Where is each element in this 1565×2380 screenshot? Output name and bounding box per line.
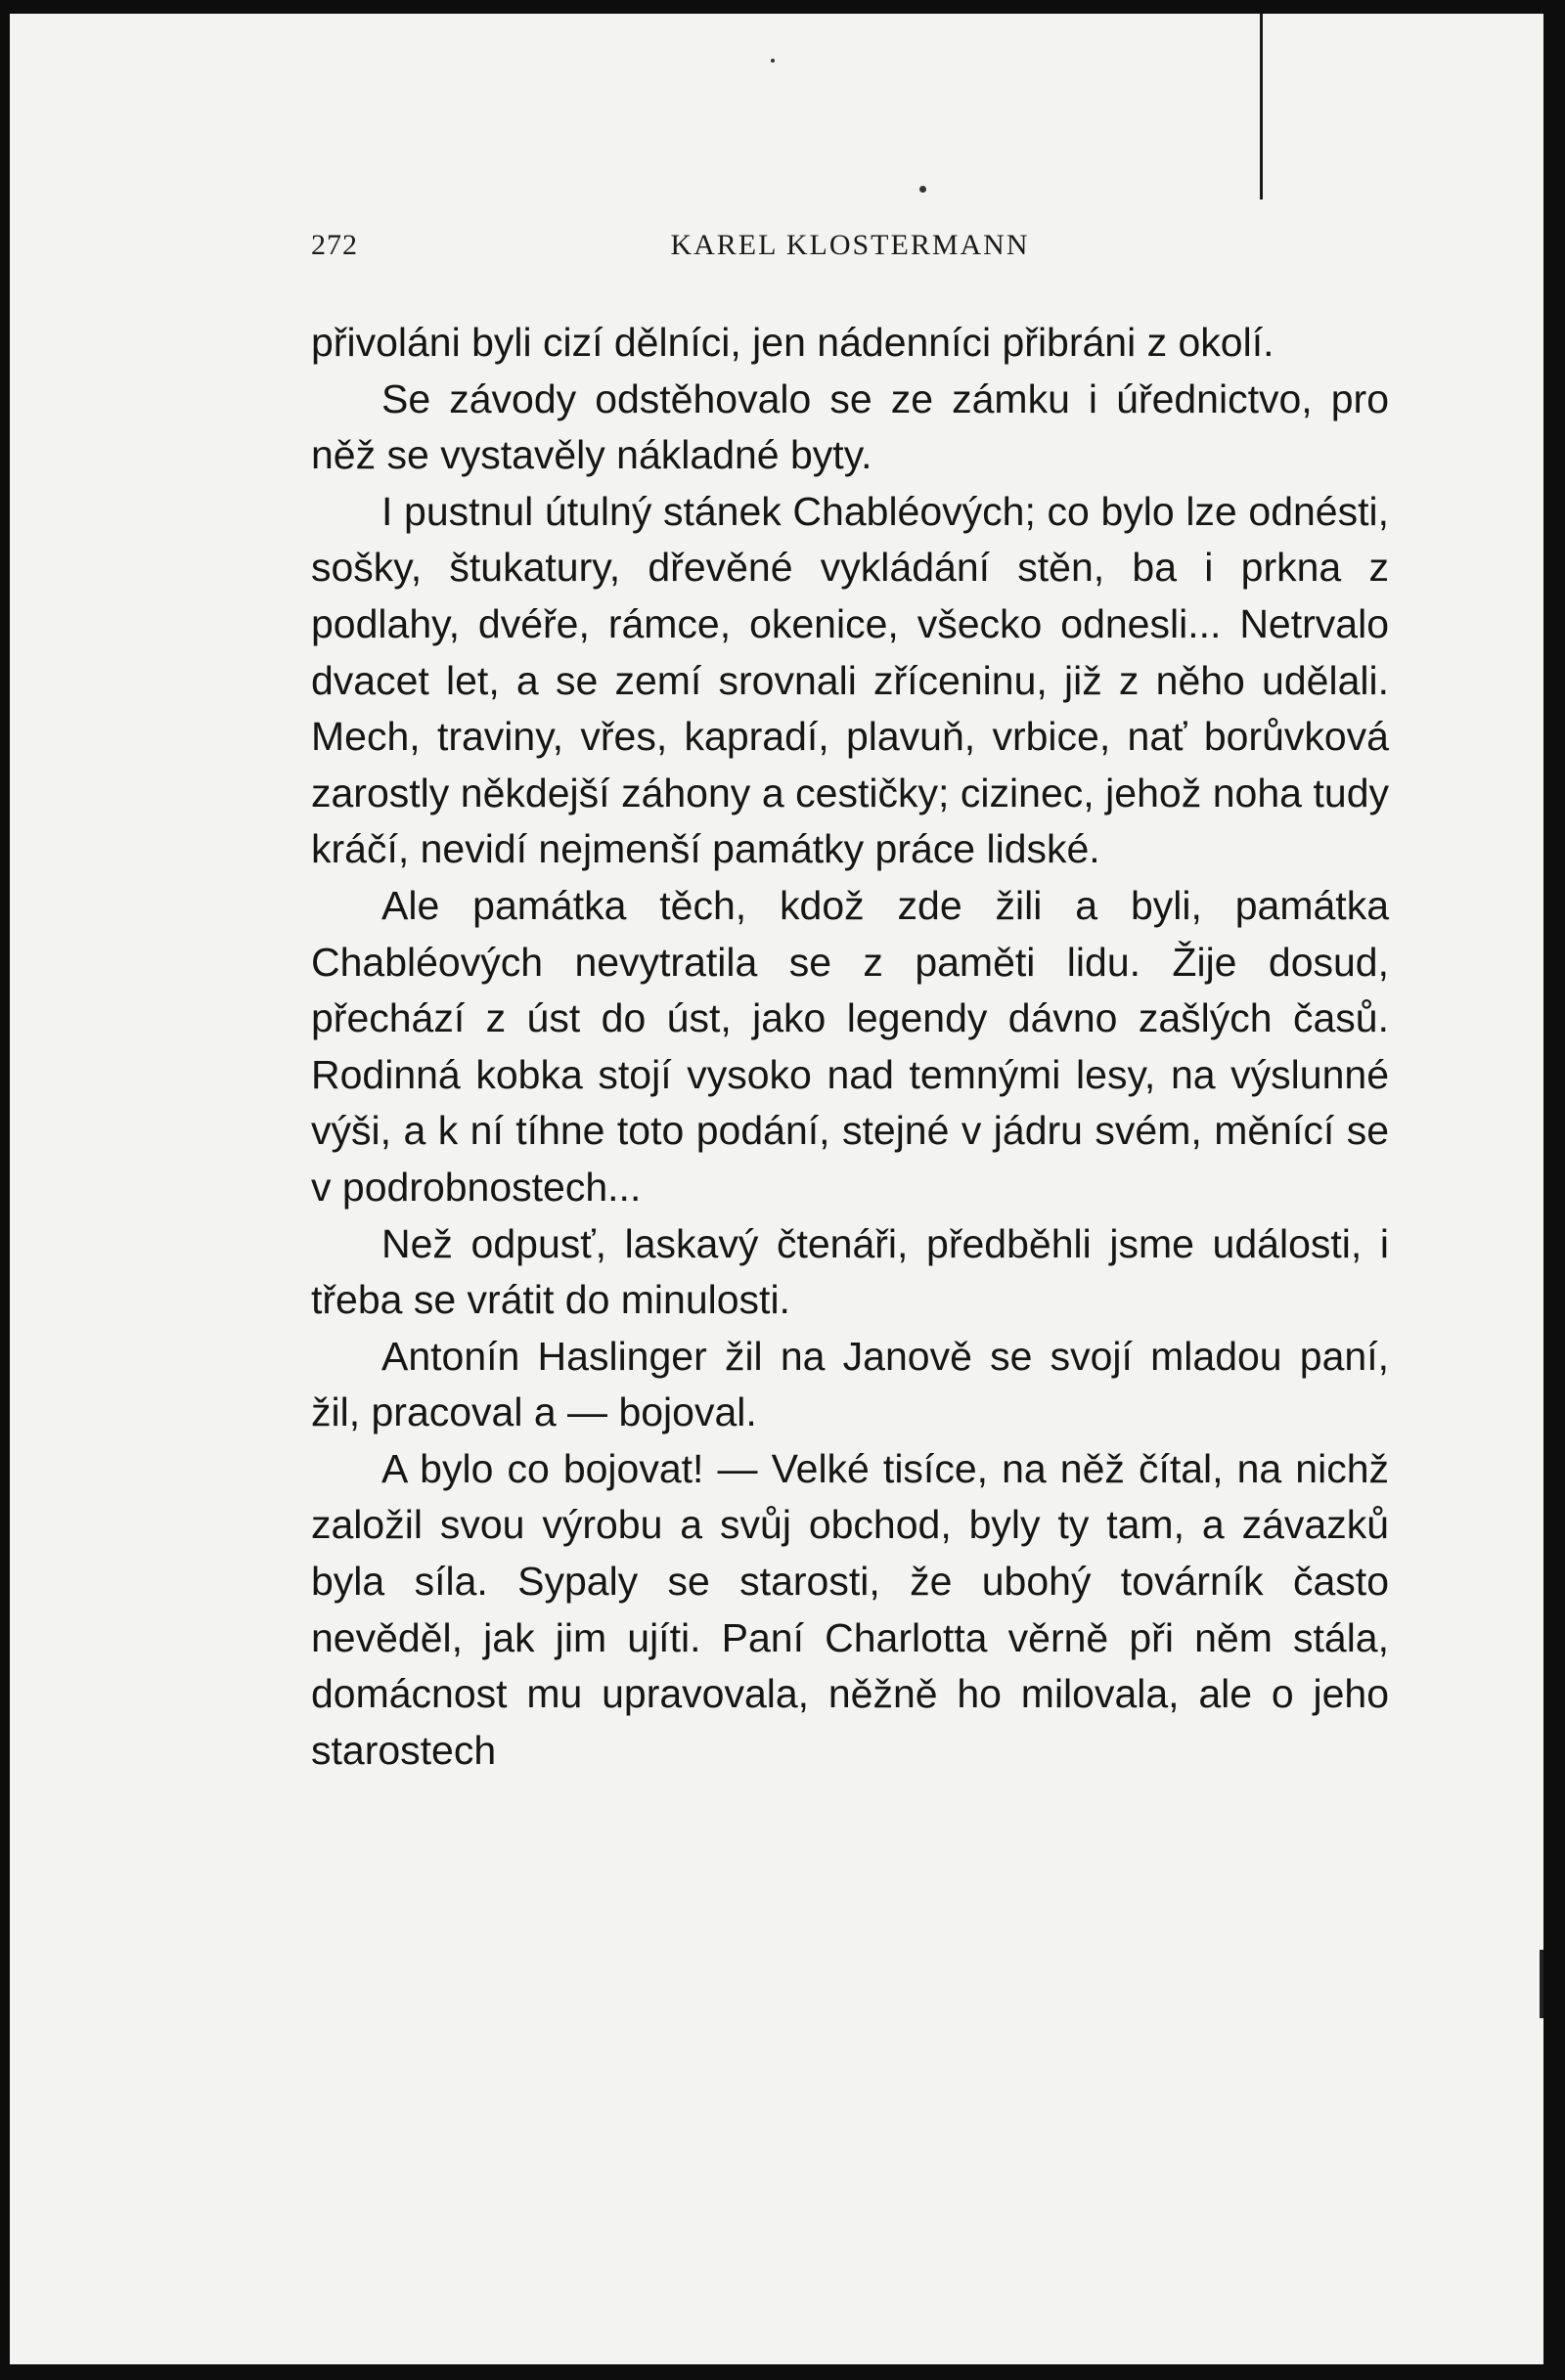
running-head: KAREL KLOSTERMANN — [670, 229, 1030, 261]
body-text — [311, 315, 1389, 1779]
page-number: 272 — [311, 229, 358, 261]
ink-speck — [771, 59, 775, 63]
paragraph: Se závody odstěhovalo se ze zámku i úřednictvo, pro něž se vystavěly nákladné byty. — [311, 375, 1389, 478]
paragraph: přivoláni byli cizí dělníci, jen nádenníci přibráni z okolí. — [311, 320, 1274, 365]
paragraph: Antonín Haslinger žil na Janově se svojí mladou paní, žil, pracoval a — bojoval. — [311, 1333, 1389, 1435]
paragraph: I pustnul útulný stánek Chabléových; co bylo lze odnésti, sošky, štukatury, dřevěné vykládání stěn, ba i prkna z podlahy, dvéře, rámce, okenice, všecko odnesli... Netrvalo dvacet let, a se zemí srovnali zříceninu, již z něho udělali. Mech, traviny, vřes, kapradí, plavuň, vrbice, nať borůvková zarostly někdejší záhony a cestičky; cizinec, jehož noha tudy kráčí, nevidí nejmenší památky práce lidské. — [311, 488, 1389, 872]
page-crease-mark — [1260, 14, 1263, 199]
page-edge-mark — [1540, 1950, 1543, 2018]
paragraph: Než odpusť, laskavý čtenáři, předběhli jsme události, i třeba se vrátit do minulosti. — [311, 1220, 1389, 1323]
page-header — [311, 229, 1389, 268]
paragraph: Ale památka těch, kdož zde žili a byli, památka Chabléových nevytratila se z paměti lidu. Žije dosud, přechází z úst do úst, jako legendy dávno zašlých časů. Rodinná kobka stojí vysoko nad temnými lesy, na výslunné výši, a k ní tíhne toto podání, stejné v jádru svém, měnící se v podrobnostech... — [311, 882, 1389, 1210]
ink-speck — [919, 186, 926, 193]
paragraph: A bylo co bojovat! — Velké tisíce, na něž čítal, na nichž založil svou výrobu a svůj obchod, byly ty tam, a závazků byla síla. Sypaly se starosti, že ubohý továrník často nevěděl, jak jim ujíti. Paní Charlotta věrně při něm stála, domácnost mu upravovala, něžně ho milovala, ale o jeho starostech — [311, 1445, 1389, 1773]
book-page — [10, 14, 1543, 2364]
